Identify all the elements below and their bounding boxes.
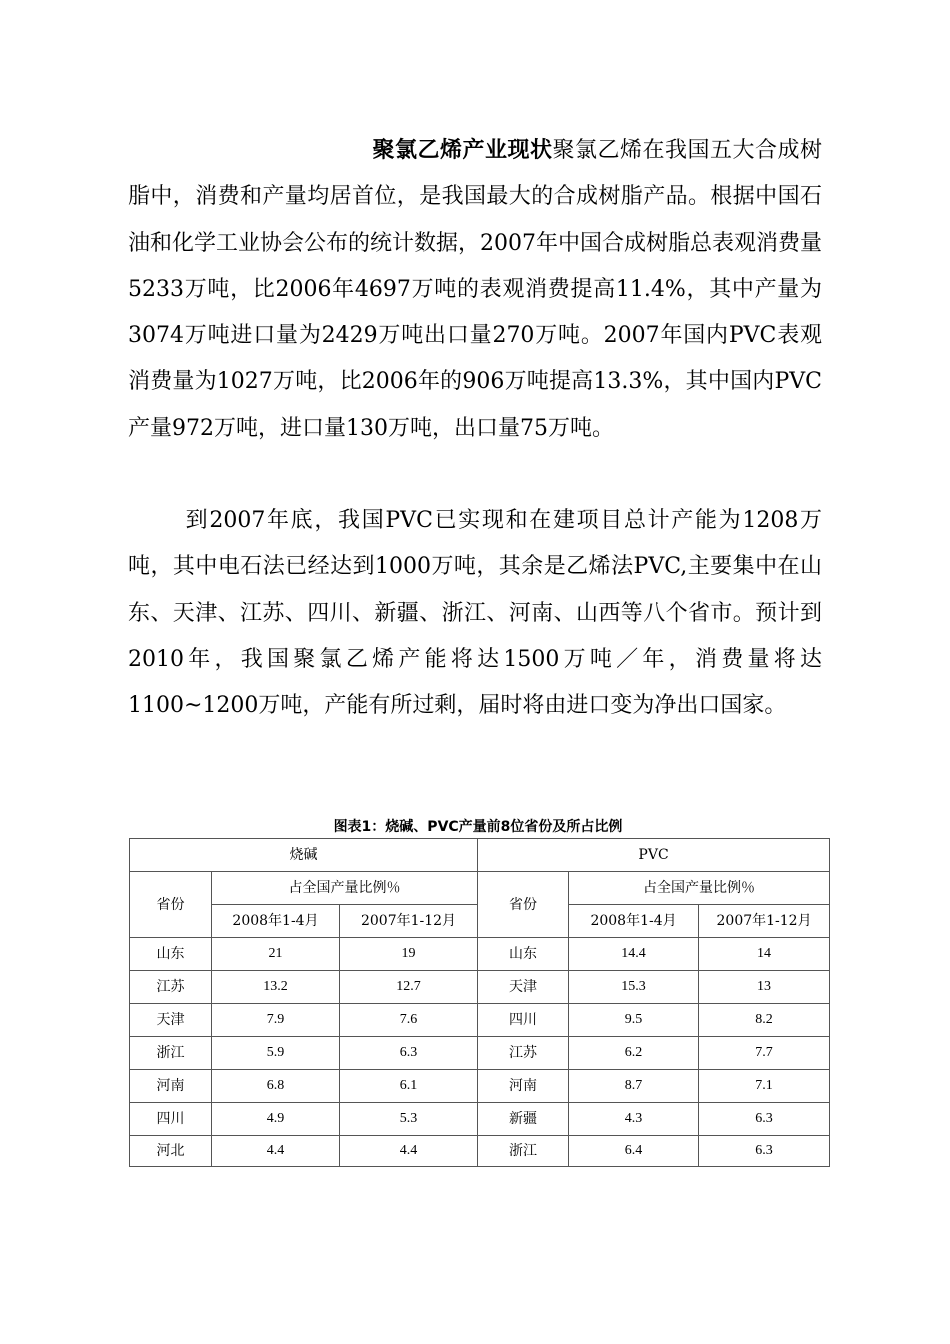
pvc-value-2008: 6.4 [569,1136,699,1167]
table-caption: 图表1：烧碱、PVC产量前8位省份及所占比例 [333,819,623,835]
caustic-value-2008: 4.9 [212,1103,340,1136]
table-row [130,1004,830,1037]
paragraph-2 [128,498,822,729]
group-header-pvc: PVC [478,839,830,872]
pvc-value-2007: 13 [699,971,830,1004]
group-header-caustic: 烧碱 [130,839,478,872]
table-row [130,1103,830,1136]
caustic-value-2007: 12.7 [340,971,478,1004]
pvc-value-2007: 6.3 [699,1136,830,1167]
caustic-value-2008: 7.9 [212,1004,340,1037]
caustic-province: 河南 [130,1070,212,1103]
col-header-2007-pvc: 2007年1-12月 [699,905,830,938]
caustic-province: 四川 [130,1103,212,1136]
paragraph-1 [128,128,822,452]
table-row [130,938,830,971]
caustic-value-2007: 7.6 [340,1004,478,1037]
table-row [130,1136,830,1167]
caustic-value-2008: 13.2 [212,971,340,1004]
caustic-value-2007: 19 [340,938,478,971]
pvc-province: 四川 [478,1004,569,1037]
pvc-province: 山东 [478,938,569,971]
caustic-province: 山东 [130,938,212,971]
caustic-province: 河北 [130,1136,212,1167]
col-header-2008-caustic: 2008年1-4月 [212,905,340,938]
caustic-value-2008: 6.8 [212,1070,340,1103]
pvc-value-2008: 4.3 [569,1103,699,1136]
pvc-value-2007: 14 [699,938,830,971]
pvc-value-2007: 7.7 [699,1037,830,1070]
paragraph-1-body: 聚氯乙烯在我国五大合成树脂中，消费和产量均居首位，是我国最大的合成树脂产品。根据中国石油和化学工业协会公布的统计数据，2007年中国合成树脂总表观消费量5233万吨，比2006年4697万吨的表观消费提高11.4%，其中产量为3074万吨进口量为2429万吨出口量270万吨。2007年国内PVC表观消费量为1027万吨，比2006年的906万吨提高13.3%，其中国内PVC产量972万吨，进口量130万吨，出口量75万吨。 [128,138,822,441]
caustic-value-2007: 4.4 [340,1136,478,1167]
pvc-value-2008: 6.2 [569,1037,699,1070]
pvc-province: 江苏 [478,1037,569,1070]
caustic-value-2008: 21 [212,938,340,971]
caustic-value-2008: 4.4 [212,1136,340,1167]
pvc-province: 浙江 [478,1136,569,1167]
col-header-province-caustic: 省份 [130,872,212,938]
province-share-table [129,838,830,1167]
col-header-2008-pvc: 2008年1-4月 [569,905,699,938]
pvc-value-2007: 7.1 [699,1070,830,1103]
col-header-2007-caustic: 2007年1-12月 [340,905,478,938]
pvc-province: 新疆 [478,1103,569,1136]
pvc-value-2008: 15.3 [569,971,699,1004]
caustic-value-2007: 6.3 [340,1037,478,1070]
table-row [130,1070,830,1103]
pvc-value-2008: 9.5 [569,1004,699,1037]
pvc-value-2007: 8.2 [699,1004,830,1037]
col-header-share-caustic: 占全国产量比例％ [212,872,478,905]
col-header-province-pvc: 省份 [478,872,569,938]
paragraph-2-text: 到2007年底，我国PVC已实现和在建项目总计产能为1208万吨，其中电石法已经达到1000万吨，其余是乙烯法PVC,主要集中在山东、天津、江苏、四川、新疆、浙江、河南、山西等八个省市。预计到2010年，我国聚氯乙烯产能将达1500万吨／年，消费量将达1100~1200万吨，产能有所过剩，届时将由进口变为净出口国家。 [128,508,822,719]
caustic-value-2007: 5.3 [340,1103,478,1136]
col-header-share-pvc: 占全国产量比例％ [569,872,830,905]
table-row [130,971,830,1004]
caustic-value-2007: 6.1 [340,1070,478,1103]
caustic-province: 天津 [130,1004,212,1037]
caustic-province: 江苏 [130,971,212,1004]
pvc-value-2008: 14.4 [569,938,699,971]
pvc-value-2007: 6.3 [699,1103,830,1136]
caustic-province: 浙江 [130,1037,212,1070]
caustic-value-2008: 5.9 [212,1037,340,1070]
table-row [130,1037,830,1070]
pvc-province: 河南 [478,1070,569,1103]
pvc-value-2008: 8.7 [569,1070,699,1103]
section-heading: 聚氯乙烯产业现状 [372,138,553,163]
pvc-province: 天津 [478,971,569,1004]
